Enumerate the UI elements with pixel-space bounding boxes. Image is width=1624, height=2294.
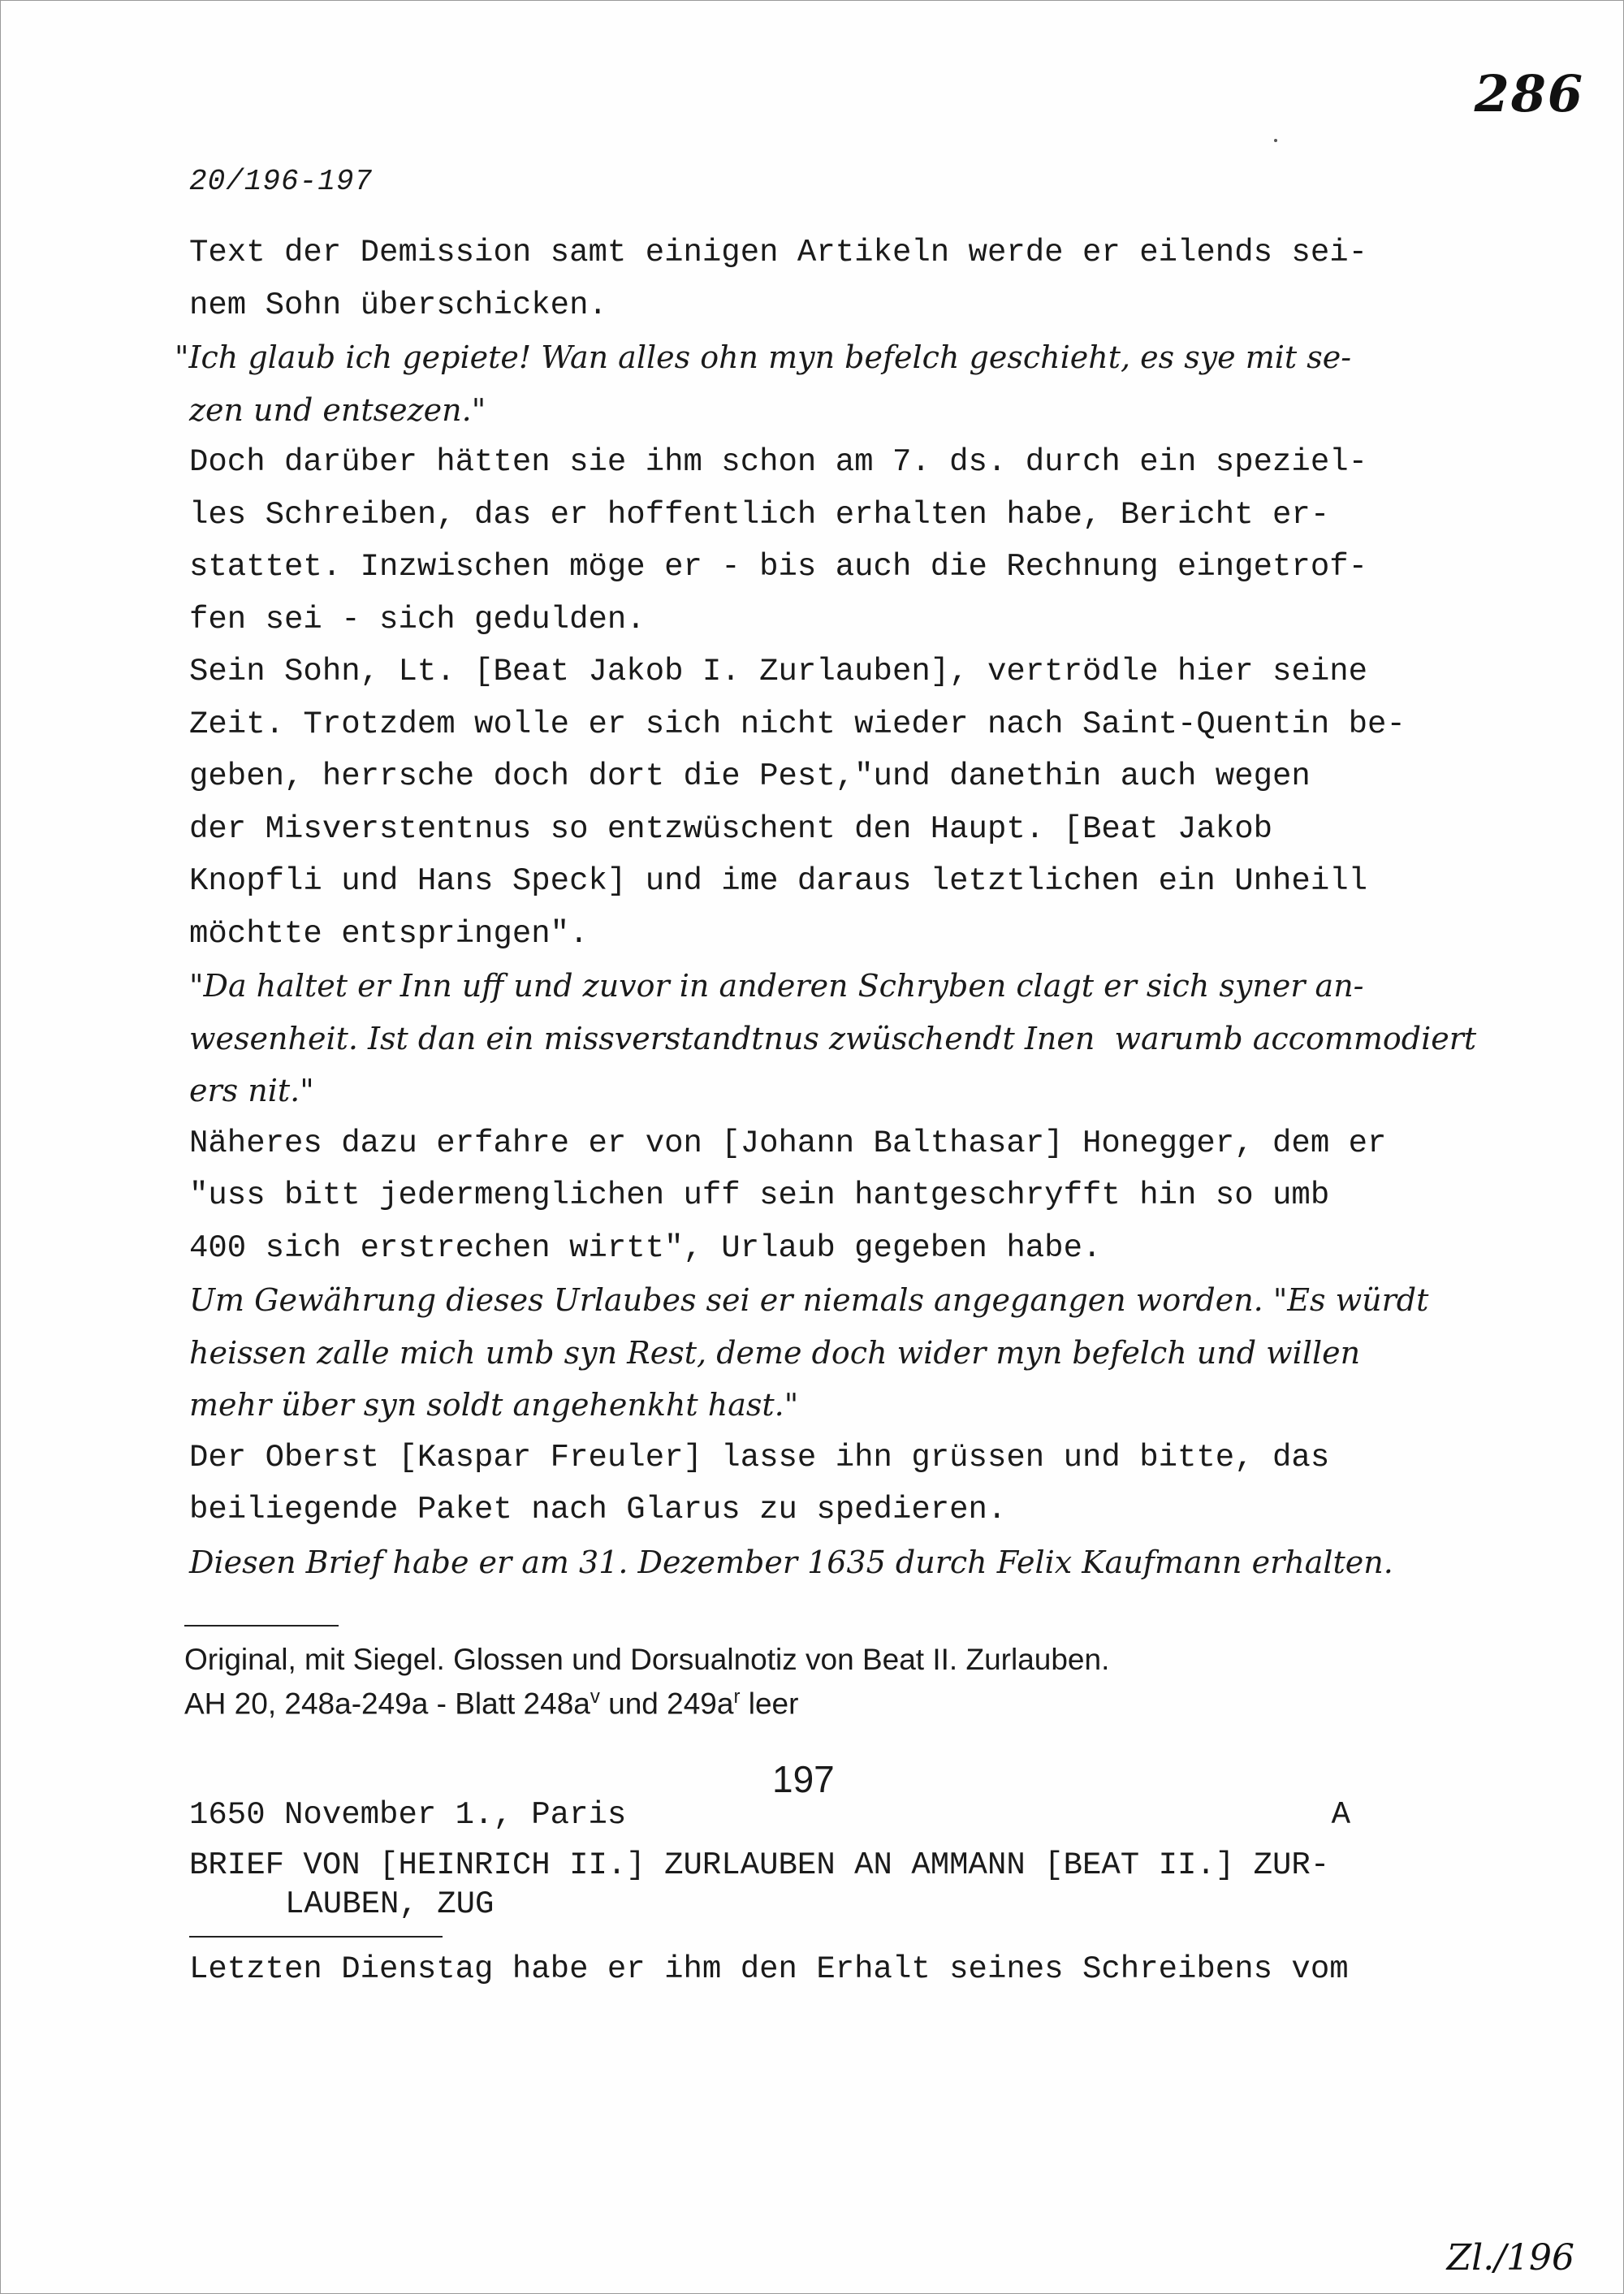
footnote-sup-v: v — [590, 1686, 600, 1708]
text-line: beiliegende Paket nach Glarus zu spedieren. — [189, 1492, 1007, 1527]
footnote-line-1: Original, mit Siegel. Glossen und Dorsualnotiz von Beat II. Zurlauben. — [184, 1643, 1110, 1676]
source-footnote — [184, 1641, 1484, 1722]
footnote-line-2-part-b: und 249a — [599, 1687, 734, 1721]
letter-summary-body — [175, 227, 1477, 1588]
ink-speck — [1274, 139, 1277, 142]
gloss-line: "Ich glaub ich gepiete! Wan alles ohn myn befelch geschieht, es sye mit se- — [175, 339, 1352, 375]
text-line: Der Oberst [Kaspar Freuler] lasse ihn grüssen und bitte, das — [189, 1439, 1330, 1475]
text-line: "uss bitt jedermenglichen uff sein hantgeschryfft hin so umb — [189, 1177, 1330, 1213]
original-marker: A — [1331, 1797, 1350, 1833]
gloss-line: "Da haltet er Inn uff und zuvor in anderen Schryben clagt er sich syner an- — [189, 968, 1364, 1004]
gloss-line: Diesen Brief habe er am 31. Dezember 1635 durch Felix Kaufmann erhalten. — [189, 1544, 1393, 1580]
footnote-line-2 — [184, 1678, 1484, 1722]
text-line: fen sei - sich gedulden. — [189, 601, 646, 637]
title-rule — [189, 1936, 443, 1938]
handwritten-archive-ref: Zl./196 — [1446, 2237, 1574, 2279]
text-line: Näheres dazu erfahre er von [Johann Balthasar] Honegger, dem er — [189, 1125, 1387, 1161]
footnote-sup-r: r — [733, 1686, 741, 1708]
text-line: Text der Demission samt einigen Artikeln werde er eilends sei- — [189, 235, 1368, 270]
text-line: geben, herrsche doch dort die Pest,"und danethin auch wegen — [189, 758, 1311, 794]
title-line-1: BRIEF VON [HEINRICH II.] ZURLAUBEN AN AMMANN [BEAT II.] ZUR- — [189, 1847, 1330, 1883]
document-number: 197 — [772, 1758, 835, 1800]
footnote-line-2-part-c: leer — [740, 1687, 799, 1721]
text-line: nem Sohn überschicken. — [189, 287, 607, 323]
title-line-2: LAUBEN, ZUG — [285, 1886, 495, 1922]
date-place: 1650 November 1., Paris — [189, 1797, 627, 1833]
handwritten-page-number: 286 — [1474, 64, 1584, 123]
text-line: der Misverstentnus so entzwüschent den Haupt. [Beat Jakob — [189, 810, 1273, 847]
gloss-line: ers nit." — [189, 1073, 314, 1108]
dateline — [189, 1795, 1350, 1834]
gloss-line: zen und entsezen." — [189, 391, 486, 428]
text-line: les Schreiben, das er hoffentlich erhalten habe, Bericht er- — [189, 496, 1330, 533]
document-title — [189, 1846, 1407, 1924]
text-line: möchtte entspringen". — [189, 915, 589, 952]
text-line: Sein Sohn, Lt. [Beat Jakob I. Zurlauben], vertrödle hier seine — [189, 654, 1368, 689]
footnote-line-2-part-a: AH 20, 248a-249a - Blatt 248a — [184, 1687, 590, 1721]
gloss-line: mehr über syn soldt angehenkht hast." — [189, 1387, 799, 1423]
text-line: Knopfli und Hans Speck] und ime daraus letztlichen ein Unheill — [189, 863, 1368, 899]
gloss-line: wesenheit. Ist dan ein missverstandtnus zwüschendt Inen warumb accommodiert — [189, 1020, 1477, 1056]
text-line: stattet. Inzwischen möge er - bis auch die Rechnung eingetrof- — [189, 549, 1368, 585]
gloss-line: heissen zalle mich umb syn Rest, deme doch wider myn befelch und willen — [189, 1334, 1361, 1371]
gloss-line: Um Gewährung dieses Urlaubes sei er niemals angegangen worden. "Es würdt — [189, 1282, 1429, 1318]
text-line: 400 sich erstrechen wirtt", Urlaub gegeben habe. — [189, 1229, 1102, 1266]
next-letter-first-line: Letzten Dienstag habe er ihm den Erhalt seines Schreibens vom — [189, 1951, 1349, 1987]
footnote-rule — [184, 1625, 339, 1627]
text-line: Doch darüber hätten sie ihm schon am 7. ds. durch ein speziel- — [189, 444, 1368, 480]
text-line: Zeit. Trotzdem wolle er sich nicht wieder nach Saint-Quentin be- — [189, 706, 1406, 742]
document-reference: 20/196-197 — [189, 165, 374, 198]
